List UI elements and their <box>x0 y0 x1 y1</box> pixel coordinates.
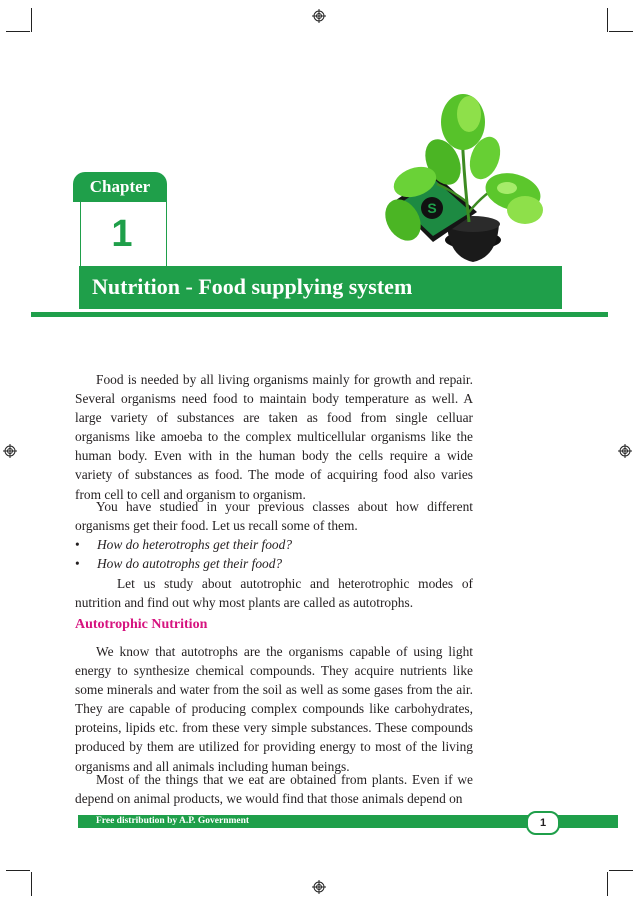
study-paragraph: Let us study about autotrophic and heterotrophic modes of nutrition and find out why most plants are called as autotrophs. <box>75 576 473 611</box>
chapter-number: 1 <box>111 213 133 255</box>
potted-plant-illustration-icon <box>385 92 550 264</box>
crop-mark-tl-v <box>31 8 32 32</box>
crop-mark-br-h <box>609 870 633 871</box>
crop-mark-tl-h <box>6 31 30 32</box>
crop-mark-tr-v <box>607 8 608 32</box>
section-heading: Autotrophic Nutrition <box>75 617 208 632</box>
crop-mark-tr-h <box>609 31 633 32</box>
title-rule-divider <box>31 312 608 317</box>
crop-mark-br-v <box>607 872 608 896</box>
bullet-item <box>75 535 292 554</box>
bullet-item <box>75 554 282 573</box>
autotroph-paragraph: We know that autotrophs are the organisms capable of using light energy to synthesize chemical compounds. They acquire nutrients like some minerals and water from the soil as well as some gases from the air. They are capable of producing complex compounds like carbohydrates, proteins, lipids etc. from these very simple substances. These compounds produced by them are utilized for providing energy to most of the living organisms and all animals including human beings. <box>75 644 473 774</box>
crop-mark-bl-h <box>6 870 30 871</box>
svg-text:S: S <box>427 200 437 216</box>
recall-paragraph: You have studied in your previous classes about how different organisms get their food. Let us recall some of them. <box>75 499 473 534</box>
bullet-text: How do heterotrophs get their food? <box>97 537 293 552</box>
intro-paragraph: Food is needed by all living organisms mainly for growth and repair. Several organisms need food to maintain body temperature as well. A large variety of substances are taken as food from single celluar organisms like amoeba to the complex multicellular organisms like the human body. Even with in the human body the cells require a wide variety of substances as food. The mode of acquiring food also varies from cell to cell and organism to organism. <box>75 372 473 502</box>
chapter-label: Chapter <box>73 172 167 202</box>
bullet-icon: • <box>75 556 80 571</box>
registration-mark-icon <box>312 9 326 23</box>
bullet-text: How do autotrophs get their food? <box>97 556 283 571</box>
footer-text: Free distribution by A.P. Government <box>96 816 250 826</box>
registration-mark-icon <box>312 880 326 894</box>
chapter-title: Nutrition - Food supplying system <box>92 274 413 299</box>
bullet-icon: • <box>75 537 80 552</box>
page-number: 1 <box>526 811 560 835</box>
plants-paragraph: Most of the things that we eat are obtained from plants. Even if we depend on animal products, we would find that those animals depend on <box>75 772 473 807</box>
crop-mark-bl-v <box>31 872 32 896</box>
registration-mark-icon <box>3 444 17 458</box>
registration-mark-icon <box>618 444 632 458</box>
